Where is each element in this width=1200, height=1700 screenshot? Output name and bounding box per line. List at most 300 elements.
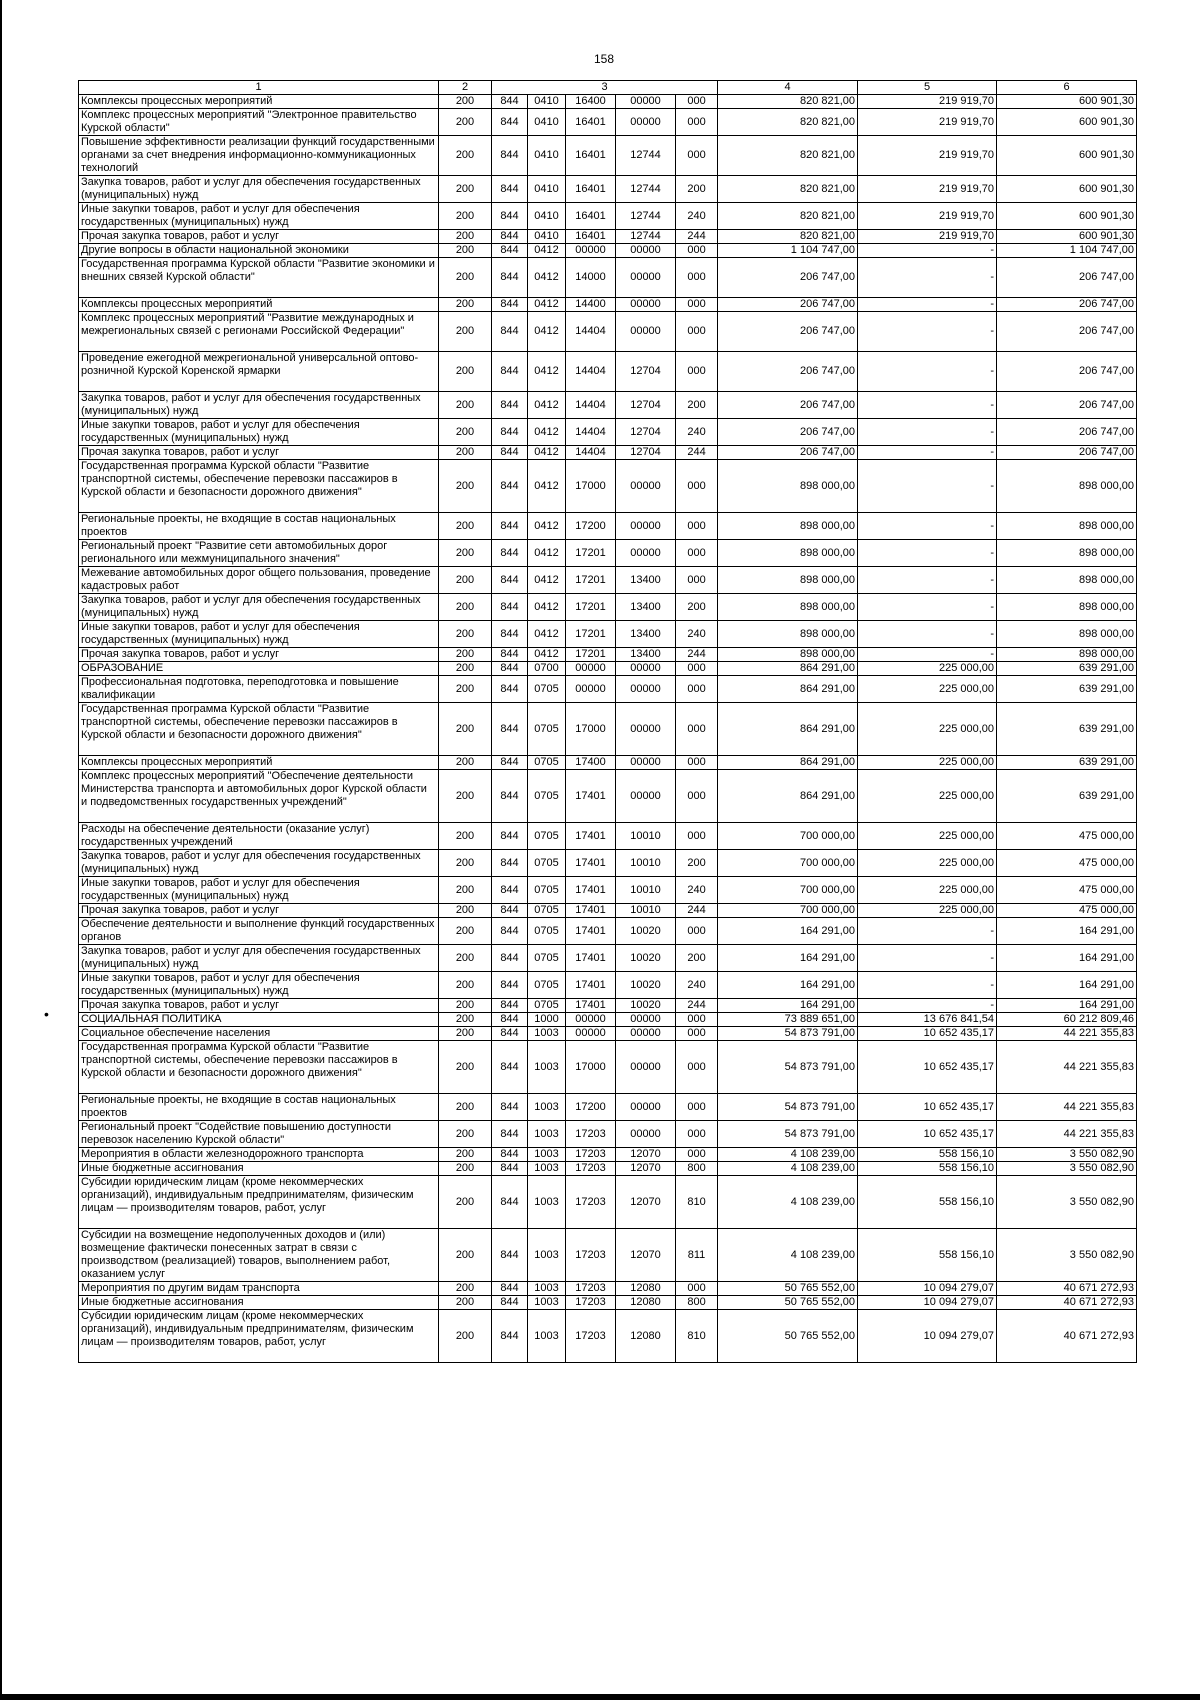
table-row xyxy=(79,312,1137,352)
row-expense-type: 000 xyxy=(676,756,718,770)
row-target: 14404 xyxy=(566,392,616,419)
row-amount-plan: 206 747,00 xyxy=(718,419,858,446)
row-target: 00000 xyxy=(566,676,616,703)
row-amount-plan: 206 747,00 xyxy=(718,392,858,419)
row-expense-type: 000 xyxy=(676,1121,718,1148)
row-amount-remaining: 60 212 809,46 xyxy=(997,1013,1137,1027)
row-expense-type: 240 xyxy=(676,203,718,230)
row-amount-remaining: 40 671 272,93 xyxy=(997,1282,1137,1296)
row-amount-plan: 164 291,00 xyxy=(718,999,858,1013)
row-section: 1003 xyxy=(528,1282,566,1296)
row-amount-executed: 219 919,70 xyxy=(858,109,997,136)
row-target: 17000 xyxy=(566,1041,616,1094)
row-ministry: 844 xyxy=(492,972,528,999)
row-code: 200 xyxy=(439,95,492,109)
row-code: 200 xyxy=(439,999,492,1013)
row-section: 0705 xyxy=(528,877,566,904)
table-row xyxy=(79,352,1137,392)
row-ministry: 844 xyxy=(492,1229,528,1282)
table-row xyxy=(79,1041,1137,1094)
row-direction: 00000 xyxy=(616,460,676,513)
row-target: 14404 xyxy=(566,312,616,352)
row-expense-type: 000 xyxy=(676,823,718,850)
row-ministry: 844 xyxy=(492,945,528,972)
row-expense-type: 000 xyxy=(676,703,718,756)
row-code: 200 xyxy=(439,567,492,594)
row-ministry: 844 xyxy=(492,823,528,850)
row-code: 200 xyxy=(439,203,492,230)
row-section: 0410 xyxy=(528,230,566,244)
row-amount-remaining: 3 550 082,90 xyxy=(997,1148,1137,1162)
row-amount-remaining: 44 221 355,83 xyxy=(997,1027,1137,1041)
row-amount-plan: 898 000,00 xyxy=(718,513,858,540)
row-direction: 00000 xyxy=(616,1041,676,1094)
table-row xyxy=(79,999,1137,1013)
row-amount-executed: - xyxy=(858,999,997,1013)
row-amount-executed: 219 919,70 xyxy=(858,203,997,230)
page-number: 158 xyxy=(593,52,615,66)
row-ministry: 844 xyxy=(492,850,528,877)
row-direction: 13400 xyxy=(616,648,676,662)
row-expense-type: 000 xyxy=(676,1282,718,1296)
row-direction: 10010 xyxy=(616,877,676,904)
header-cell-1: 1 xyxy=(79,81,439,95)
row-expense-type: 244 xyxy=(676,904,718,918)
table-row xyxy=(79,703,1137,756)
row-name: Прочая закупка товаров, работ и услуг xyxy=(79,446,439,460)
row-name: Комплекс процессных мероприятий "Развитие международных и межрегиональных связей с регионами Российской Федерации" xyxy=(79,312,439,352)
row-code: 200 xyxy=(439,392,492,419)
row-amount-remaining: 898 000,00 xyxy=(997,460,1137,513)
row-target: 14404 xyxy=(566,352,616,392)
row-direction: 00000 xyxy=(616,662,676,676)
table-row xyxy=(79,594,1137,621)
row-name: Закупка товаров, работ и услуг для обеспечения государственных (муниципальных) нужд xyxy=(79,850,439,877)
row-direction: 10020 xyxy=(616,972,676,999)
row-section: 0412 xyxy=(528,621,566,648)
row-ministry: 844 xyxy=(492,419,528,446)
row-amount-executed: 225 000,00 xyxy=(858,756,997,770)
row-code: 200 xyxy=(439,1121,492,1148)
row-code: 200 xyxy=(439,648,492,662)
row-amount-plan: 4 108 239,00 xyxy=(718,1176,858,1229)
row-target: 17201 xyxy=(566,594,616,621)
row-amount-remaining: 1 104 747,00 xyxy=(997,244,1137,258)
row-amount-remaining: 40 671 272,93 xyxy=(997,1310,1137,1363)
table-row xyxy=(79,904,1137,918)
row-expense-type: 244 xyxy=(676,230,718,244)
row-expense-type: 240 xyxy=(676,877,718,904)
row-target: 17203 xyxy=(566,1176,616,1229)
scan-dot-mark: • xyxy=(44,1006,49,1022)
row-amount-remaining: 475 000,00 xyxy=(997,823,1137,850)
row-name: Социальное обеспечение населения xyxy=(79,1027,439,1041)
table-row xyxy=(79,230,1137,244)
table-row xyxy=(79,298,1137,312)
row-direction: 00000 xyxy=(616,770,676,823)
row-amount-plan: 898 000,00 xyxy=(718,648,858,662)
row-expense-type: 244 xyxy=(676,999,718,1013)
row-name: Государственная программа Курской области "Развитие транспортной системы, обеспечение перевозки пассажиров в Курской области и безопасности дорожного движения" xyxy=(79,703,439,756)
row-amount-remaining: 44 221 355,83 xyxy=(997,1094,1137,1121)
row-code: 200 xyxy=(439,877,492,904)
row-expense-type: 000 xyxy=(676,1041,718,1094)
row-ministry: 844 xyxy=(492,1310,528,1363)
row-ministry: 844 xyxy=(492,1027,528,1041)
table-row xyxy=(79,1282,1137,1296)
row-expense-type: 000 xyxy=(676,1013,718,1027)
header-row xyxy=(79,81,1137,95)
row-ministry: 844 xyxy=(492,176,528,203)
row-section: 0412 xyxy=(528,312,566,352)
row-ministry: 844 xyxy=(492,1094,528,1121)
row-code: 200 xyxy=(439,972,492,999)
row-code: 200 xyxy=(439,621,492,648)
table-row xyxy=(79,540,1137,567)
row-code: 200 xyxy=(439,419,492,446)
row-code: 200 xyxy=(439,850,492,877)
row-ministry: 844 xyxy=(492,999,528,1013)
row-name: Расходы на обеспечение деятельности (оказание услуг) государственных учреждений xyxy=(79,823,439,850)
row-code: 200 xyxy=(439,1176,492,1229)
table-row xyxy=(79,1027,1137,1041)
row-section: 1003 xyxy=(528,1310,566,1363)
row-amount-remaining: 206 747,00 xyxy=(997,352,1137,392)
row-direction: 00000 xyxy=(616,1121,676,1148)
row-direction: 12704 xyxy=(616,392,676,419)
row-name: Региональные проекты, не входящие в состав национальных проектов xyxy=(79,1094,439,1121)
row-amount-executed: 558 156,10 xyxy=(858,1148,997,1162)
row-expense-type: 200 xyxy=(676,945,718,972)
row-section: 1003 xyxy=(528,1121,566,1148)
row-amount-remaining: 3 550 082,90 xyxy=(997,1229,1137,1282)
row-amount-plan: 4 108 239,00 xyxy=(718,1162,858,1176)
row-expense-type: 240 xyxy=(676,419,718,446)
row-direction: 10020 xyxy=(616,999,676,1013)
row-code: 200 xyxy=(439,460,492,513)
row-direction: 10010 xyxy=(616,904,676,918)
row-amount-plan: 820 821,00 xyxy=(718,95,858,109)
row-expense-type: 200 xyxy=(676,392,718,419)
row-amount-plan: 4 108 239,00 xyxy=(718,1148,858,1162)
row-amount-executed: - xyxy=(858,392,997,419)
table-row xyxy=(79,756,1137,770)
row-direction: 00000 xyxy=(616,298,676,312)
row-direction: 10020 xyxy=(616,918,676,945)
row-code: 200 xyxy=(439,176,492,203)
row-section: 0412 xyxy=(528,567,566,594)
row-code: 200 xyxy=(439,258,492,298)
row-code: 200 xyxy=(439,136,492,176)
row-ministry: 844 xyxy=(492,95,528,109)
table-row xyxy=(79,446,1137,460)
row-amount-executed: 10 652 435,17 xyxy=(858,1041,997,1094)
row-amount-remaining: 600 901,30 xyxy=(997,176,1137,203)
row-expense-type: 811 xyxy=(676,1229,718,1282)
row-ministry: 844 xyxy=(492,244,528,258)
row-target: 17401 xyxy=(566,904,616,918)
row-target: 17203 xyxy=(566,1282,616,1296)
row-name: Региональные проекты, не входящие в состав национальных проектов xyxy=(79,513,439,540)
row-amount-executed: 13 676 841,54 xyxy=(858,1013,997,1027)
row-code: 200 xyxy=(439,1310,492,1363)
row-direction: 12080 xyxy=(616,1282,676,1296)
row-ministry: 844 xyxy=(492,352,528,392)
row-name: Закупка товаров, работ и услуг для обеспечения государственных (муниципальных) нужд xyxy=(79,176,439,203)
row-name: Иные закупки товаров, работ и услуг для обеспечения государственных (муниципальных) нужд xyxy=(79,621,439,648)
row-amount-remaining: 44 221 355,83 xyxy=(997,1121,1137,1148)
row-section: 0410 xyxy=(528,136,566,176)
row-expense-type: 000 xyxy=(676,513,718,540)
row-expense-type: 000 xyxy=(676,1027,718,1041)
row-direction: 13400 xyxy=(616,594,676,621)
scan-left-edge xyxy=(0,0,2,1700)
row-ministry: 844 xyxy=(492,1296,528,1310)
row-code: 200 xyxy=(439,676,492,703)
row-code: 200 xyxy=(439,756,492,770)
row-name: Региональный проект "Содействие повышению доступности перевозок населению Курской области" xyxy=(79,1121,439,1148)
row-ministry: 844 xyxy=(492,446,528,460)
row-code: 200 xyxy=(439,230,492,244)
row-amount-plan: 898 000,00 xyxy=(718,460,858,513)
table-row xyxy=(79,176,1137,203)
row-expense-type: 000 xyxy=(676,244,718,258)
row-section: 1003 xyxy=(528,1296,566,1310)
row-amount-remaining: 3 550 082,90 xyxy=(997,1162,1137,1176)
row-target: 17203 xyxy=(566,1121,616,1148)
row-expense-type: 200 xyxy=(676,850,718,877)
row-ministry: 844 xyxy=(492,877,528,904)
row-section: 0705 xyxy=(528,918,566,945)
row-expense-type: 000 xyxy=(676,352,718,392)
row-direction: 00000 xyxy=(616,756,676,770)
row-amount-executed: 10 094 279,07 xyxy=(858,1296,997,1310)
row-target: 16401 xyxy=(566,109,616,136)
row-direction: 00000 xyxy=(616,95,676,109)
row-target: 17401 xyxy=(566,877,616,904)
row-code: 200 xyxy=(439,1094,492,1121)
row-code: 200 xyxy=(439,1041,492,1094)
row-amount-remaining: 206 747,00 xyxy=(997,258,1137,298)
row-amount-plan: 864 291,00 xyxy=(718,662,858,676)
row-amount-remaining: 600 901,30 xyxy=(997,136,1137,176)
row-direction: 12744 xyxy=(616,176,676,203)
row-amount-executed: - xyxy=(858,419,997,446)
row-amount-executed: - xyxy=(858,918,997,945)
row-ministry: 844 xyxy=(492,1162,528,1176)
row-name: Закупка товаров, работ и услуг для обеспечения государственных (муниципальных) нужд xyxy=(79,594,439,621)
row-ministry: 844 xyxy=(492,109,528,136)
row-expense-type: 000 xyxy=(676,136,718,176)
row-amount-executed: - xyxy=(858,244,997,258)
row-amount-remaining: 898 000,00 xyxy=(997,540,1137,567)
row-amount-remaining: 206 747,00 xyxy=(997,312,1137,352)
row-section: 0700 xyxy=(528,662,566,676)
row-amount-plan: 820 821,00 xyxy=(718,109,858,136)
row-amount-executed: - xyxy=(858,460,997,513)
row-amount-plan: 54 873 791,00 xyxy=(718,1121,858,1148)
table-row xyxy=(79,1310,1137,1363)
table-row xyxy=(79,648,1137,662)
row-ministry: 844 xyxy=(492,392,528,419)
row-ministry: 844 xyxy=(492,258,528,298)
row-target: 17203 xyxy=(566,1310,616,1363)
row-code: 200 xyxy=(439,312,492,352)
row-ministry: 844 xyxy=(492,540,528,567)
row-amount-executed: 225 000,00 xyxy=(858,703,997,756)
row-name: Прочая закупка товаров, работ и услуг xyxy=(79,999,439,1013)
row-name: Государственная программа Курской области "Развитие экономики и внешних связей Курской области" xyxy=(79,258,439,298)
row-ministry: 844 xyxy=(492,1013,528,1027)
row-expense-type: 000 xyxy=(676,676,718,703)
row-ministry: 844 xyxy=(492,513,528,540)
row-code: 200 xyxy=(439,770,492,823)
row-amount-plan: 820 821,00 xyxy=(718,230,858,244)
row-amount-remaining: 898 000,00 xyxy=(997,594,1137,621)
row-amount-executed: - xyxy=(858,298,997,312)
row-amount-remaining: 164 291,00 xyxy=(997,918,1137,945)
row-ministry: 844 xyxy=(492,567,528,594)
row-code: 200 xyxy=(439,513,492,540)
row-code: 200 xyxy=(439,1162,492,1176)
row-code: 200 xyxy=(439,1229,492,1282)
row-direction: 12744 xyxy=(616,136,676,176)
row-amount-remaining: 475 000,00 xyxy=(997,850,1137,877)
budget-table xyxy=(78,80,1137,1363)
row-section: 0412 xyxy=(528,244,566,258)
row-name: ОБРАЗОВАНИЕ xyxy=(79,662,439,676)
row-direction: 00000 xyxy=(616,703,676,756)
row-expense-type: 000 xyxy=(676,460,718,513)
row-target: 17200 xyxy=(566,513,616,540)
table-row xyxy=(79,419,1137,446)
row-name: Комплексы процессных мероприятий xyxy=(79,298,439,312)
row-amount-executed: - xyxy=(858,312,997,352)
row-amount-remaining: 639 291,00 xyxy=(997,770,1137,823)
row-target: 17203 xyxy=(566,1229,616,1282)
row-direction: 12070 xyxy=(616,1162,676,1176)
row-expense-type: 000 xyxy=(676,312,718,352)
row-section: 0412 xyxy=(528,392,566,419)
scan-bottom-edge xyxy=(0,1694,1200,1700)
row-name: Субсидии юридическим лицам (кроме некоммерческих организаций), индивидуальным предпринимателям, физическим лицам — производителям товаров, работ, услуг xyxy=(79,1310,439,1363)
row-target: 00000 xyxy=(566,1013,616,1027)
row-section: 0412 xyxy=(528,513,566,540)
row-target: 17401 xyxy=(566,972,616,999)
row-expense-type: 810 xyxy=(676,1176,718,1229)
row-direction: 00000 xyxy=(616,244,676,258)
row-amount-plan: 864 291,00 xyxy=(718,676,858,703)
row-target: 17000 xyxy=(566,460,616,513)
row-section: 0410 xyxy=(528,176,566,203)
row-name: Государственная программа Курской области "Развитие транспортной системы, обеспечение перевозки пассажиров в Курской области и безопасности дорожного движения" xyxy=(79,460,439,513)
row-ministry: 844 xyxy=(492,1041,528,1094)
row-target: 17203 xyxy=(566,1148,616,1162)
row-expense-type: 000 xyxy=(676,95,718,109)
row-name: Мероприятия по другим видам транспорта xyxy=(79,1282,439,1296)
row-amount-executed: - xyxy=(858,594,997,621)
header-cell-3: 3 xyxy=(492,81,718,95)
row-ministry: 844 xyxy=(492,648,528,662)
row-section: 0412 xyxy=(528,258,566,298)
row-ministry: 844 xyxy=(492,312,528,352)
row-amount-executed: 225 000,00 xyxy=(858,676,997,703)
table-row xyxy=(79,1296,1137,1310)
row-name: Прочая закупка товаров, работ и услуг xyxy=(79,648,439,662)
row-amount-remaining: 206 747,00 xyxy=(997,446,1137,460)
table-row xyxy=(79,109,1137,136)
row-ministry: 844 xyxy=(492,1148,528,1162)
row-direction: 12070 xyxy=(616,1229,676,1282)
row-target: 17401 xyxy=(566,945,616,972)
row-ministry: 844 xyxy=(492,918,528,945)
row-name: Комплекс процессных мероприятий "Обеспечение деятельности Министерства транспорта и автомобильных дорог Курской области и подведомственных государственных учреждений" xyxy=(79,770,439,823)
row-amount-remaining: 164 291,00 xyxy=(997,999,1137,1013)
row-expense-type: 000 xyxy=(676,540,718,567)
row-target: 17401 xyxy=(566,850,616,877)
row-amount-plan: 54 873 791,00 xyxy=(718,1041,858,1094)
row-amount-remaining: 639 291,00 xyxy=(997,756,1137,770)
row-target: 14404 xyxy=(566,419,616,446)
row-section: 0412 xyxy=(528,648,566,662)
row-amount-remaining: 898 000,00 xyxy=(997,648,1137,662)
table-row xyxy=(79,850,1137,877)
row-code: 200 xyxy=(439,1282,492,1296)
row-amount-plan: 700 000,00 xyxy=(718,823,858,850)
row-target: 16401 xyxy=(566,176,616,203)
row-name: СОЦИАЛЬНАЯ ПОЛИТИКА xyxy=(79,1013,439,1027)
row-code: 200 xyxy=(439,446,492,460)
header-cell-6: 6 xyxy=(997,81,1137,95)
row-name: Субсидии юридическим лицам (кроме некоммерческих организаций), индивидуальным предпринимателям, физическим лицам — производителям товаров, работ, услуг xyxy=(79,1176,439,1229)
row-amount-plan: 164 291,00 xyxy=(718,972,858,999)
row-amount-remaining: 600 901,30 xyxy=(997,230,1137,244)
row-section: 1003 xyxy=(528,1027,566,1041)
row-expense-type: 800 xyxy=(676,1296,718,1310)
table-row xyxy=(79,676,1137,703)
row-amount-remaining: 600 901,30 xyxy=(997,109,1137,136)
row-amount-executed: 225 000,00 xyxy=(858,662,997,676)
row-section: 0412 xyxy=(528,419,566,446)
header-cell-2: 2 xyxy=(439,81,492,95)
row-ministry: 844 xyxy=(492,203,528,230)
row-code: 200 xyxy=(439,352,492,392)
row-direction: 00000 xyxy=(616,1094,676,1121)
table-row xyxy=(79,823,1137,850)
row-section: 0412 xyxy=(528,594,566,621)
row-amount-executed: 225 000,00 xyxy=(858,850,997,877)
row-section: 0705 xyxy=(528,823,566,850)
row-target: 17401 xyxy=(566,999,616,1013)
row-target: 17203 xyxy=(566,1296,616,1310)
row-amount-remaining: 40 671 272,93 xyxy=(997,1296,1137,1310)
row-section: 0705 xyxy=(528,703,566,756)
row-section: 0705 xyxy=(528,904,566,918)
row-name: Другие вопросы в области национальной экономики xyxy=(79,244,439,258)
row-ministry: 844 xyxy=(492,1282,528,1296)
row-amount-executed: 225 000,00 xyxy=(858,877,997,904)
row-amount-remaining: 898 000,00 xyxy=(997,621,1137,648)
row-amount-executed: 10 652 435,17 xyxy=(858,1121,997,1148)
row-amount-remaining: 898 000,00 xyxy=(997,513,1137,540)
row-direction: 10010 xyxy=(616,850,676,877)
row-amount-executed: - xyxy=(858,621,997,648)
row-name: Иные закупки товаров, работ и услуг для обеспечения государственных (муниципальных) нужд xyxy=(79,419,439,446)
row-amount-plan: 700 000,00 xyxy=(718,904,858,918)
table-row xyxy=(79,95,1137,109)
row-direction: 12080 xyxy=(616,1296,676,1310)
row-section: 1003 xyxy=(528,1094,566,1121)
